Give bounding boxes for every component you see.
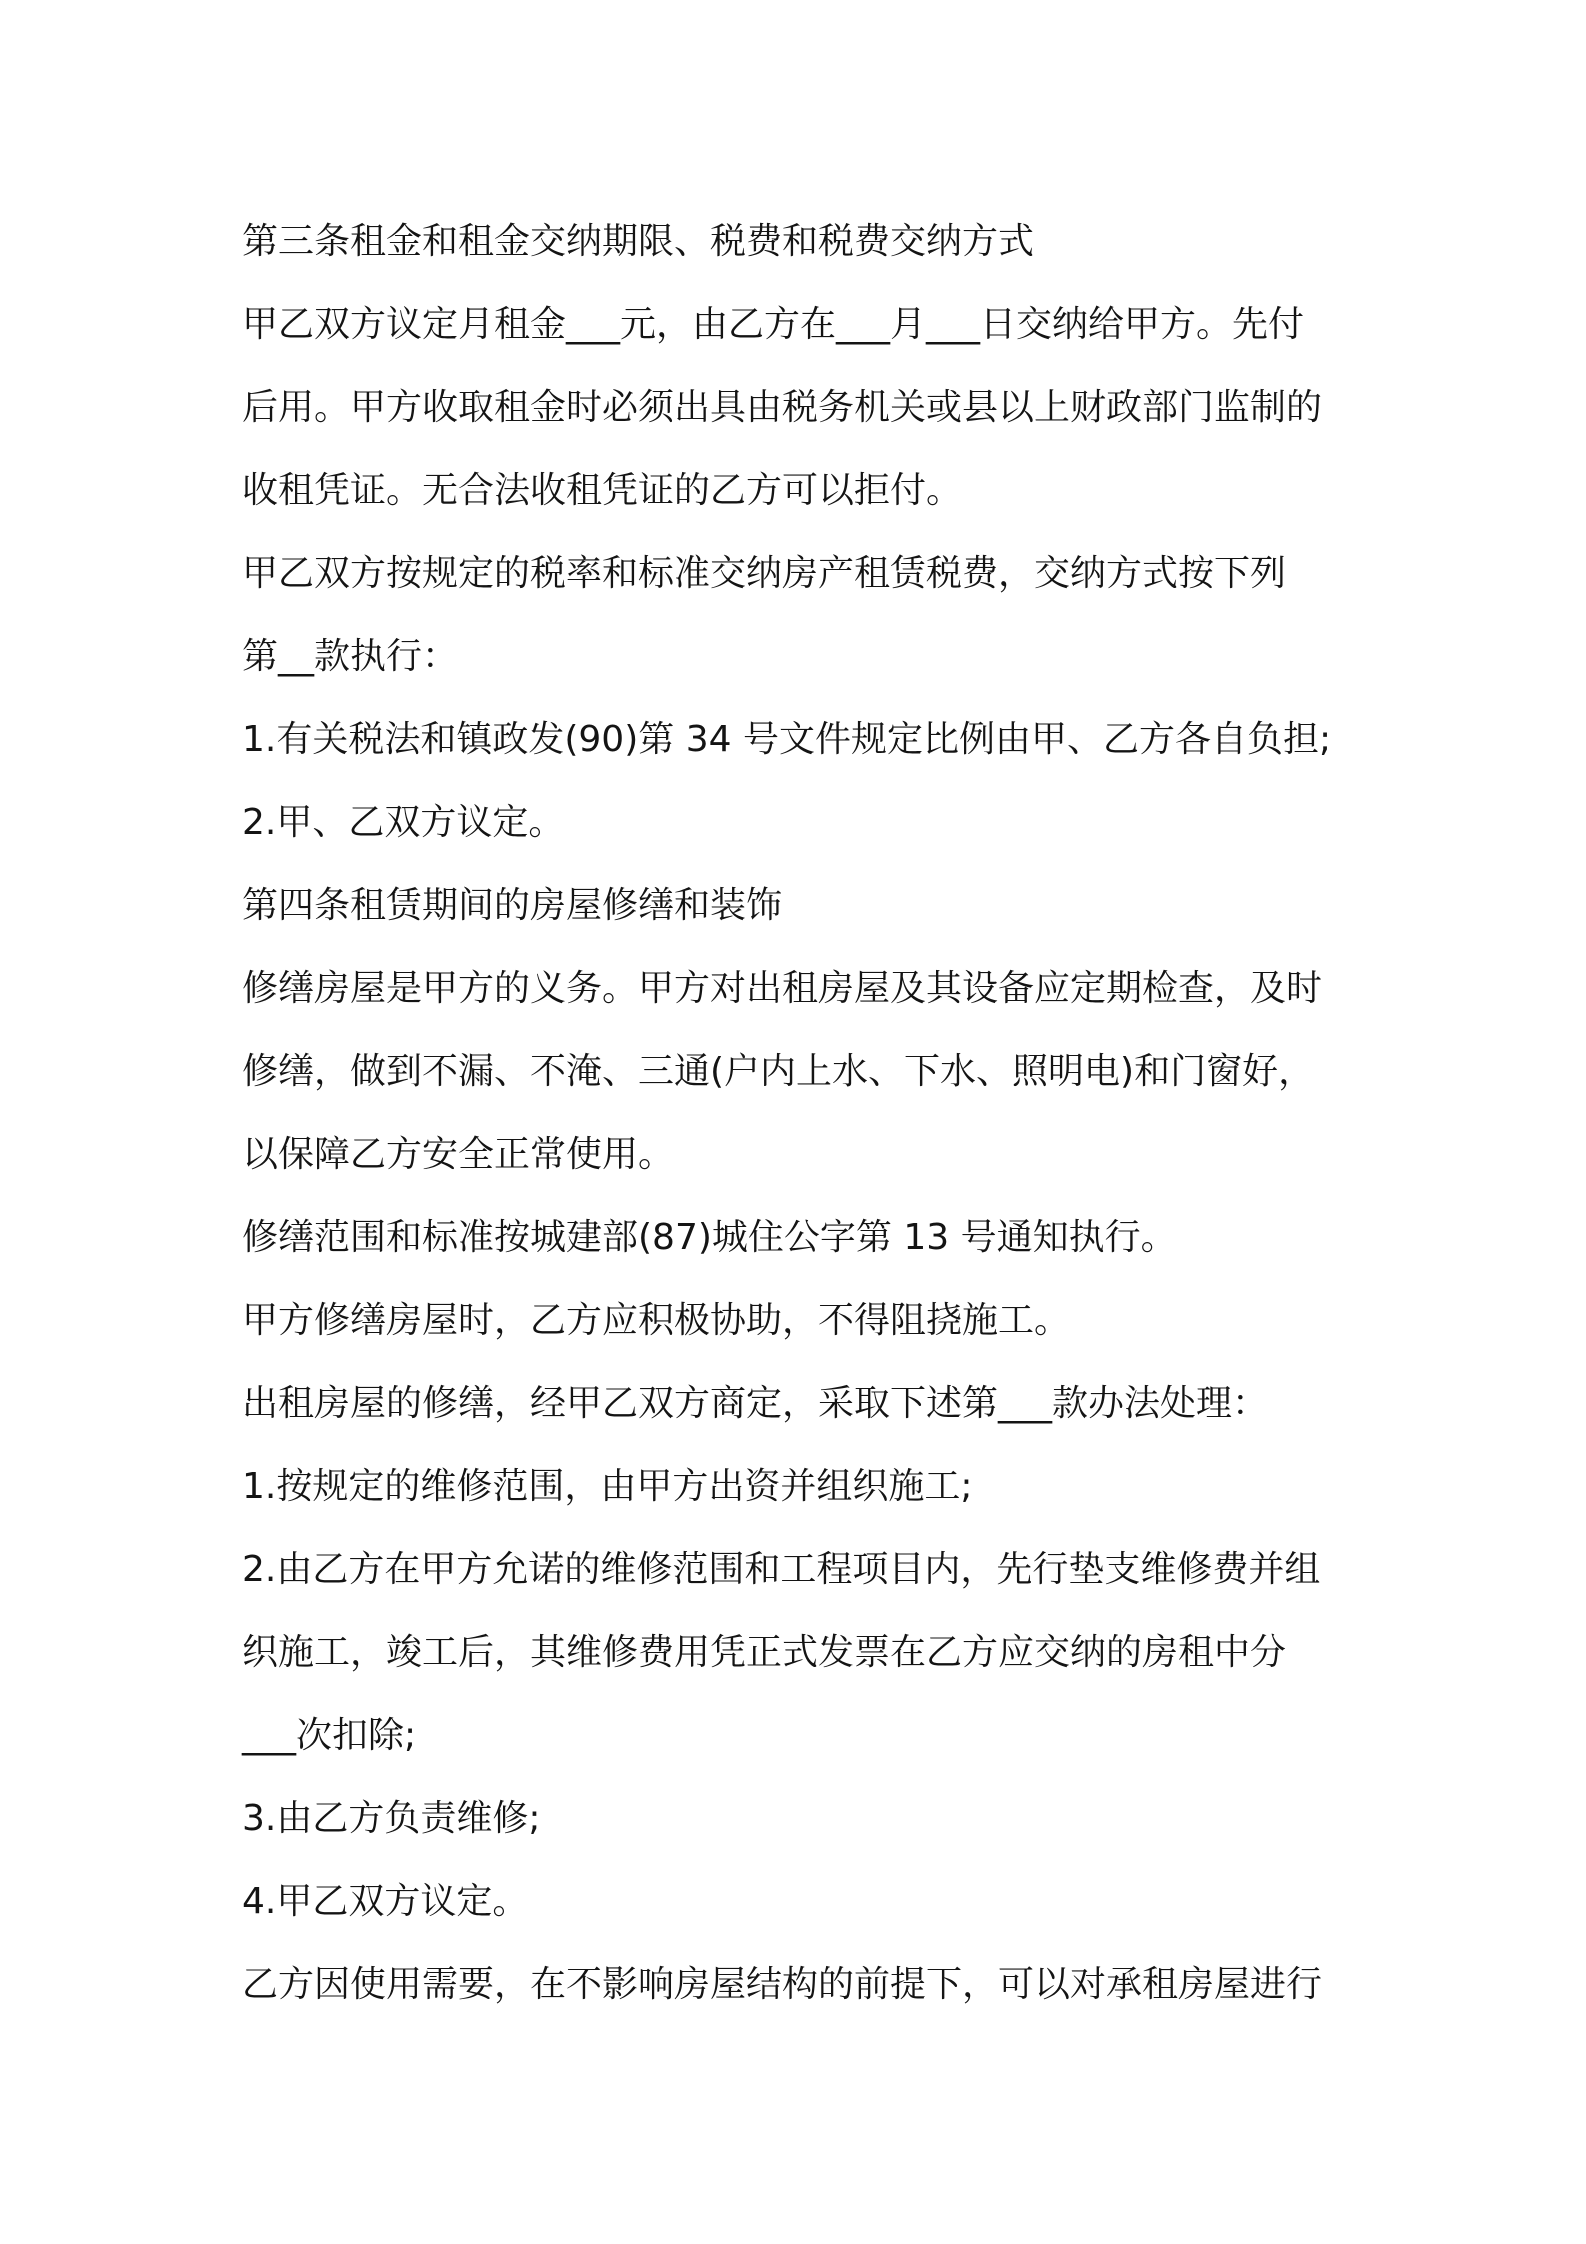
repair-method-line: 出租房屋的修缮，经甲乙双方商定，采取下述第___款办法处理： [242,1383,1269,1424]
repair-scope-line: 修缮范围和标准按城建部(87)城住公字第 13 号通知执行。 [242,1217,1177,1258]
repair-duty-line-3: 以保障乙方安全正常使用。 [242,1134,675,1175]
rent-clause-line-3: 收租凭证。无合法收租凭证的乙方可以拒付。 [242,470,963,511]
repair-option-3: 3.由乙方负责维修; [242,1798,541,1839]
repair-option-2-line-2: 织施工，竣工后，其维修费用凭正式发票在乙方应交纳的房租中分 [242,1632,1287,1673]
rent-clause-line-2: 后用。甲方收取租金时必须出具由税务机关或县以上财政部门监制的 [242,387,1323,428]
repair-duty-line-1: 修缮房屋是甲方的义务。甲方对出租房屋及其设备应定期检查，及时 [242,968,1323,1009]
document-body [242,200,1362,2026]
repair-duty-line-2: 修缮，做到不漏、不淹、三通(户内上水、下水、照明电)和门窗好， [242,1051,1315,1092]
article-4-heading: 第四条租赁期间的房屋修缮和装饰 [242,885,783,926]
tax-option-1: 1.有关税法和镇政发(90)第 34 号文件规定比例由甲、乙方各自负担; [242,719,1332,760]
rent-clause-line-1: 甲乙双方议定月租金___元，由乙方在___月___日交纳给甲方。先付 [242,304,1305,345]
repair-option-4: 4.甲乙双方议定。 [242,1881,529,1922]
decoration-clause-line-1: 乙方因使用需要，在不影响房屋结构的前提下，可以对承租房屋进行 [242,1964,1323,2005]
tax-option-2: 2.甲、乙双方议定。 [242,802,565,843]
tax-clause-line-1: 甲乙双方按规定的税率和标准交纳房产租赁税费，交纳方式按下列 [242,553,1287,594]
repair-cooperation-line: 甲方修缮房屋时，乙方应积极协助，不得阻挠施工。 [242,1300,1071,1341]
repair-option-1: 1.按规定的维修范围，由甲方出资并组织施工; [242,1466,973,1507]
tax-clause-line-2: 第__款执行： [242,636,459,677]
repair-option-2-line-1: 2.由乙方在甲方允诺的维修范围和工程项目内，先行垫支维修费并组 [242,1549,1321,1590]
repair-option-2-line-3: ___次扣除; [242,1715,417,1756]
article-3-heading: 第三条租金和租金交纳期限、税费和税费交纳方式 [242,221,1035,262]
